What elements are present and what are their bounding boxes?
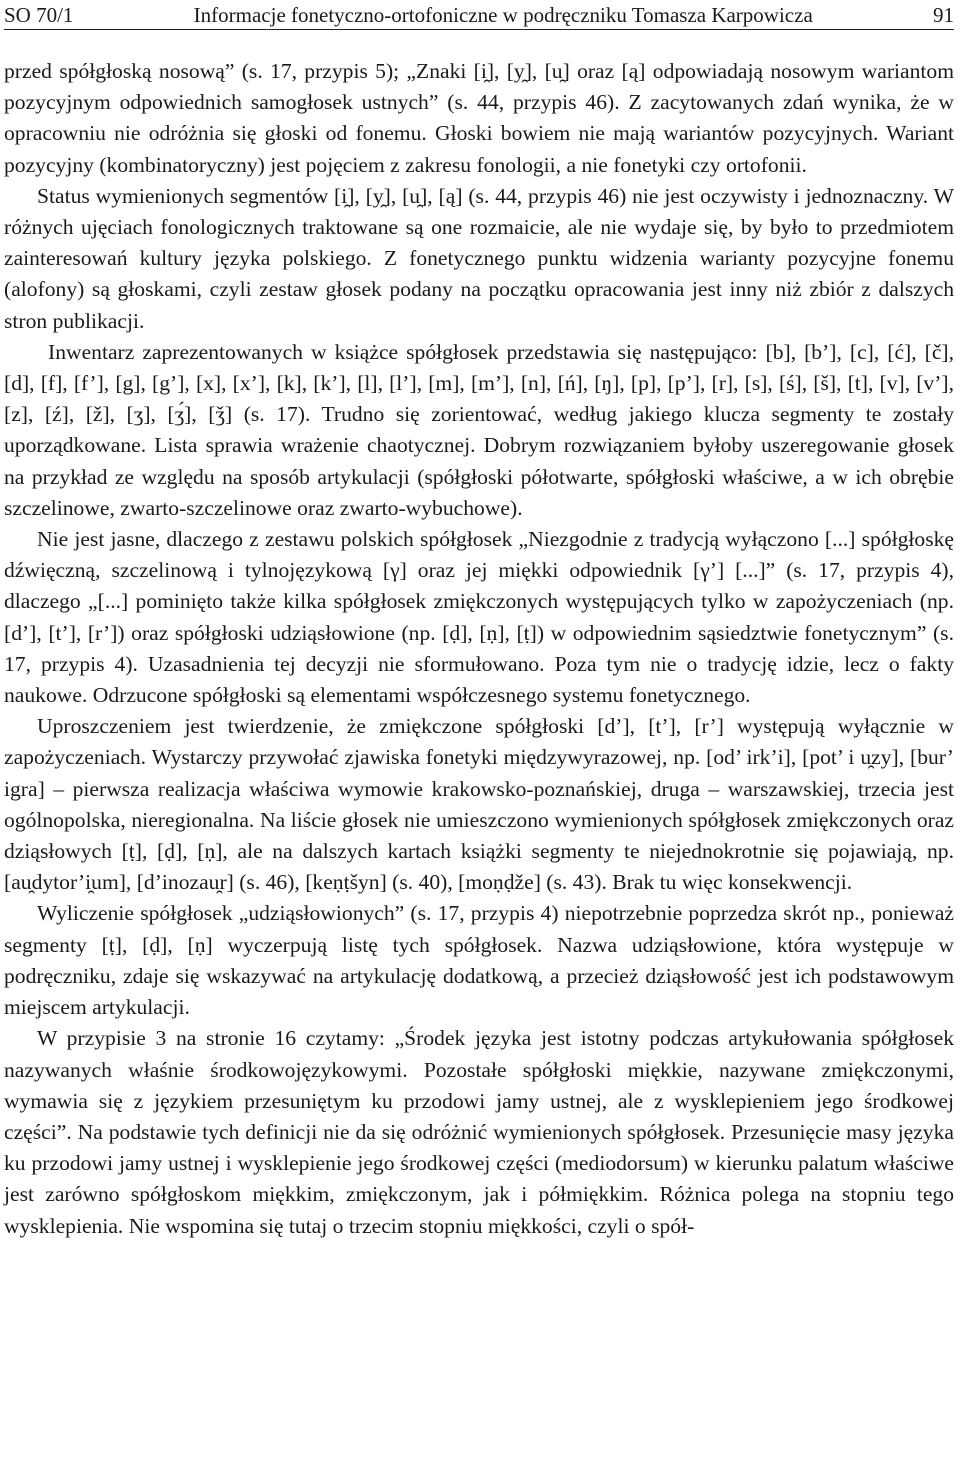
paragraph: Nie jest jasne, dlaczego z zestawu polskich spółgłosek „Niezgodnie z tradycją wyłączono [...] spółgłoskę dźwięczną, szczelinową i tylnojęzykową [γ] oraz jej miękki odpowiednik [γ’] [...]” (s. 17, przypis 4), dlaczego „[...] pominięto także kilka spółgłosek zmiękczonych występujących tylko w zapożyczeniach (np. [d’], [t’], [r’]) oraz spółgłoski udziąsłowione (np. [ḍ], [ṇ], [ṭ]) w odpowiednim sąsiedztwie fonetycznym” (s. 17, przypis 4). Uzasadnienia tej decyzji nie sformułowano. Poza tym nie o tradycję idzie, lecz o fakty naukowe. Odrzucone spółgłoski są elementami współczesnego systemu fonetycznego. xyxy=(4,527,954,708)
paragraph: Inwentarz zaprezentowanych w książce spółgłosek przedstawia się następująco: [b], [b’], [c], [ć], [č], [d], [f], [f’], [g], [g’], [x], [x’], [k], [k’], [l], [l’], [m], [m’], [n], [ń], [ŋ], [p], [p’], [r], [s], [ś], [š], [t], [v], [v’], [z], [ź], [ž], [ʒ], [ʒ́], [ǯ] (s. 17). Trudno się zorientować, według jakiego klucza segmenty te zostały uporządkowane. Lista sprawia wrażenie chaotycznej. Dobrym rozwiązaniem byłoby uszeregowanie głosek na przykład ze względu na sposób artykulacji (spółgłoski półotwarte, spółgłoski właściwe, a w ich obrębie szczelinowe, zwarto-szczelinowe oraz zwarto-wybuchowe). xyxy=(4,339,954,520)
paragraph: W przypisie 3 na stronie 16 czytamy: „Środek języka jest istotny podczas artykułowania spółgłosek nazywanych właśnie środkowojęzykowymi. Pozostałe spółgłoski miękkie, nazywane zmiękczonymi, wymawia się z językiem przesuniętym ku przodowi jamy ustnej, ale z wysklepieniem jego środkowej części”. Na podstawie tych definicji nie da się odróżnić wymienionych spółgłosek. Przesunięcie masy języka ku przodowi jamy ustnej i wysklepienie jego środkowej części (mediodorsum) w kierunku palatum właściwe jest zarówno spółgłoskom miękkim, zmiękczonym, jak i półmiękkim. Różnica polega na stopniu tego wysklepienia. Nie wspomina się tutaj o trzecim stopniu miękkości, czyli o spół- xyxy=(4,1026,954,1238)
running-title: Informacje fonetyczno-ortofoniczne w podręczniku Tomasza Karpowicza xyxy=(193,3,813,27)
paragraph: Status wymienionych segmentów [i̯], [y̯], [u̯], [ą] (s. 44, przypis 46) nie jest oczywisty i jednoznaczny. W różnych ujęciach fonologicznych traktowane są one rozmaicie, ale nie wydaje się, by było to przedmiotem zainteresowań kultury języka polskiego. Z fonetycznego punktu widzenia warianty pozycyjne fonemu (alofony) są głoskami, czyli zestaw głosek podany na początku opracowania jest inny niż zbiór z dalszych stron publikacji. xyxy=(4,183,954,333)
journal-issue: SO 70/1 xyxy=(4,3,74,27)
article-body xyxy=(4,56,954,1242)
paragraph: przed spółgłoską nosową” (s. 17, przypis 5); „Znaki [i̯], [y̯], [u̯] oraz [ą] odpowiadają nosowym wariantom pozycyjnym odpowiednich samogłosek ustnych” (s. 44, przypis 46). Z zacytowanych zdań wynika, że w opracowniu nie odróżnia się głoski od fonemu. Głoski bowiem nie mają wariantów pozycyjnych. Wariant pozycyjny (kombinatoryczny) jest pojęciem z zakresu fonologii, a nie fonetyki czy ortofonii. xyxy=(4,59,954,177)
paragraph: Uproszczeniem jest twierdzenie, że zmiękczone spółgłoski [d’], [t’], [r’] występują wyłącznie w zapożyczeniach. Wystarczy przywołać zjawiska fonetyki międzywyrazowej, np. [od’ irk’i], [pot’ i u̯zy], [bur’ igra] – pierwsza realizacja właściwa wymowie krakowsko-poznańskiej, druga – warszawskiej, trzecia jest ogólnopolska, nieregionalna. Na liście głosek nie umieszczono wymienionych spółgłosek zmiękczonych oraz dziąsłowych [ṭ], [ḍ], [ṇ], ale na dalszych kartach książki segmenty te niejednokrotnie się pojawiają, np. [au̯dytor’i̯um], [d’inozau̯r] (s. 46), [keṇṭšyn] (s. 40), [moṇḍže] (s. 43). Brak tu więc konsekwencji. xyxy=(4,714,954,895)
page-number: 91 xyxy=(933,3,954,27)
running-header xyxy=(4,0,954,30)
paragraph: Wyliczenie spółgłosek „udziąsłowionych” (s. 17, przypis 4) niepotrzebnie poprzedza skrót np., ponieważ segmenty [ṭ], [ḍ], [ṇ] wyczerpują listę tych spółgłosek. Nazwa udziąsłowione, która występuje w podręczniku, zdaje się wskazywać na artykulację dodatkową, a przecież dziąsłowość jest ich podstawowym miejscem artykulacji. xyxy=(4,901,954,1020)
